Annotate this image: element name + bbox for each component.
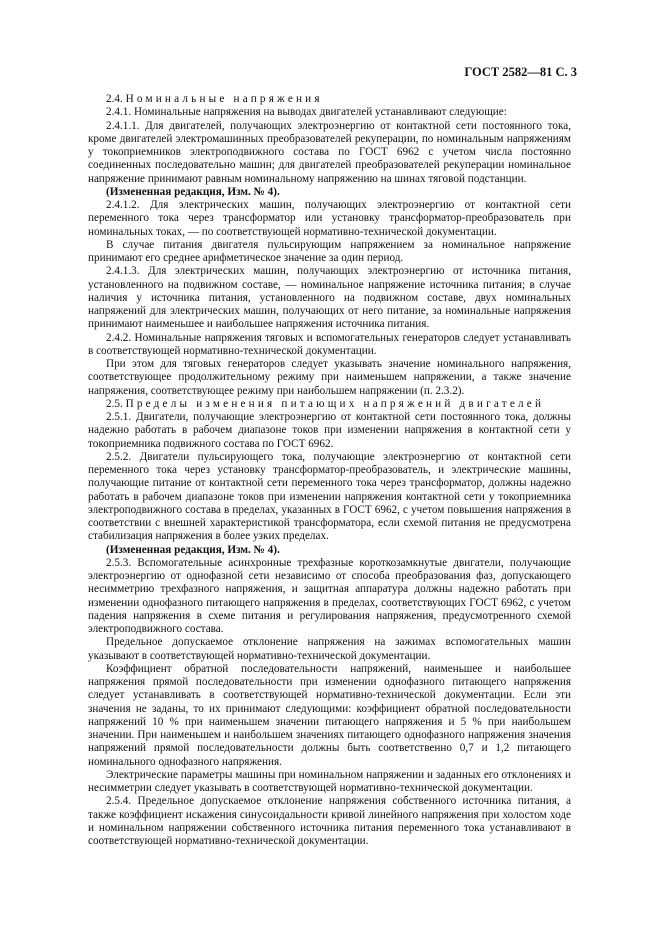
paragraph: В случае питания двигателя пульсирующим напряжением за номинальное напряжение принимают его среднее арифметическое значение за один период. — [88, 238, 571, 264]
document-body — [88, 93, 571, 848]
paragraph: 2.5.1. Двигатели, получающие электроэнергию от контактной сети постоянного тока, должны надежно работать в рабочем диапазоне токов при изменении напряжения в контактной сети у токоприемника подвижного состава по ГОСТ 6962. — [88, 411, 571, 450]
paragraph: 2.4.1.1. Для двигателей, получающих электроэнергию от контактной сети постоянного тока, кроме двигателей электромашинных преобразователей рекуперации, по номинальным напряжениям у токоприемников электроподвижного состава по ГОСТ 6962 с учетом числа постоянно соединенных последовательно машин; для двигателей преобразователей рекуперации номинальное напряжение принимают равным номинальному напряжению на шинах тяговой подстанции. — [88, 119, 571, 185]
document-reference-header: ГОСТ 2582—81 С. 3 — [464, 65, 577, 79]
amendment-note: (Измененная редакция, Изм. № 4). — [106, 185, 280, 198]
section-heading — [88, 93, 571, 106]
paragraph: 2.5.3. Вспомогательные асинхронные трехфазные короткозамкнутые двигатели, получающие электроэнергию от однофазной сети независимо от способа преобразования фаз, допускающего несимметрию трехфазного напряжения, и защитная аппаратура должны надежно работать при изменении однофазного питающего напряжения в пределах, соответствующих ГОСТ 6962, с учетом падения напряжения в схеме питания и регулирования напряжения, предусмотренного схемой электроподвижного состава. — [88, 556, 571, 635]
paragraph: 2.5.2. Двигатели пульсирующего тока, получающие электроэнергию от контактной сети переменного тока через установку трансформатор-преобразователь, и электрические машины, получающие питание от контактной сети переменного тока через трансформатор, должны надежно работать в рабочем диапазоне токов при изменении напряжения контактной сети у токоприемника электроподвижного состава в пределах, указанных в ГОСТ 6962, с учетом повышения напряжения в соответствии с внешней характеристикой трансформатора, если схемой питания не предусмотрена стабилизация напряжения в более узких пределах. — [88, 450, 571, 543]
paragraph: 2.4.1.3. Для электрических машин, получающих электроэнергию от источника питания, установленного на подвижном составе, — номинальное напряжение источника питания; в случае наличия у источника питания, установленного на подвижном составе, двух номинальных напряжений для электрических машин, получающих от него питание, за номинальные напряжения принимают наименьшее и наибольшее напряжения источника питания. — [88, 265, 571, 331]
paragraph: Предельное допускаемое отклонение напряжения на зажимах вспомогательных машин указывают в соответствующей нормативно-технической документации. — [88, 636, 571, 662]
amendment-note: (Измененная редакция, Изм. № 4). — [106, 543, 280, 556]
paragraph: 2.5.4. Предельное допускаемое отклонение напряжения собственного источника питания, а также коэффициент искажения синусоидальности кривой линейного напряжения при холостом ходе и номинальном напряжении собственного источника питания переменного тока устанавливают в соответствующей нормативно-технической документации. — [88, 795, 571, 847]
paragraph: При этом для тяговых генераторов следует указывать значение номинального напряжения, соответствующее продолжительному режиму при наименьшем напряжении, а также значение напряжения, соответствующее режиму при наибольшем напряжении (п. 2.3.2). — [88, 358, 571, 397]
paragraph: 2.4.2. Номинальные напряжения тяговых и вспомогательных генераторов следует устанавливать в соответствующей нормативно-технической документации. — [88, 331, 571, 357]
section-heading — [88, 398, 571, 411]
paragraph: Коэффициент обратной последовательности напряжений, наименьшее и наибольшее напряжения прямой последовательности при изменении однофазного питающего напряжения следует устанавливать в соответствующей нормативно-технической документации. Если эти значения не заданы, то их принимают следующими: коэффициент обратной последовательности напряжений 10 % при наименьшем значении питающего напряжения и 5 % при наибольшем значении. При наименьшем и наибольшем значениях питающего однофазного напряжения значения напряжений прямой последовательности должны быть соответственно 0,7 и 1,2 питающего номинального однофазного напряжения. — [88, 662, 571, 768]
paragraph: 2.4.1.2. Для электрических машин, получающих электроэнергию от контактной сети переменного тока через трансформатор или установку трансформатор-преобразователь при номинальных токах, — по соответствующей нормативно-технической документации. — [88, 199, 571, 238]
section-number: 2.5. — [106, 397, 126, 410]
section-title: Пределы изменения питающих напряжений двигателей — [125, 397, 545, 410]
paragraph: 2.4.1. Номинальные напряжения на выводах двигателей устанавливают следующие: — [106, 106, 507, 119]
section-number: 2.4. — [106, 93, 126, 105]
section-title: Номинальные напряжения — [125, 93, 323, 105]
paragraph: Электрические параметры машины при номинальном напряжении и заданных его отклонениях и несимметрии следует указывать в соответствующей нормативно-технической документации. — [88, 768, 571, 794]
